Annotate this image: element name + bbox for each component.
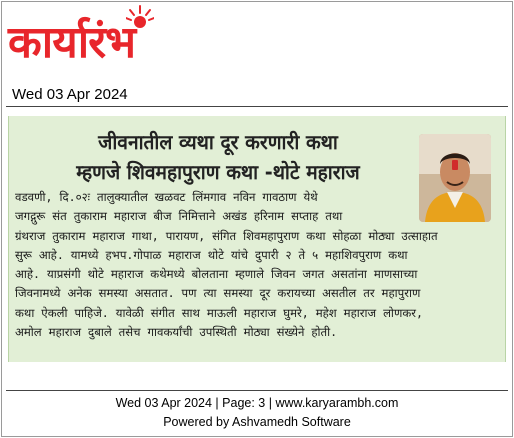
body-line: अमोल महाराज दुबाले तसेच गावकर्यांची उपस्थिती मोठ्या संख्येने होती. <box>15 325 338 340</box>
body-line: ग्रंथराज तुकाराम महाराज गाथा, पारायण, संगित शिवमहापुराण कथा सोहळा मोठ्या उत्साहात <box>15 228 438 243</box>
publication-date: Wed 03 Apr 2024 <box>12 86 128 103</box>
masthead-logo <box>8 4 176 78</box>
footer-credit: Powered by Ashvamedh Software <box>163 415 351 429</box>
body-line: जिवनामध्ये अनेक समस्या असतात. पण त्या समस्या दूर करायच्या असतील तर महापुराण <box>15 286 421 301</box>
logo-text: कार्यारंभ <box>8 17 136 68</box>
footer-info: Wed 03 Apr 2024 | Page: 3 | www.karyarambh.com <box>115 396 399 410</box>
headline-line-1: जीवनातील व्यथा दूर करणारी कथा <box>98 130 338 154</box>
article-body <box>15 188 499 342</box>
divider <box>6 106 508 107</box>
divider <box>6 390 508 391</box>
body-line: आहे. याप्रसंगी थोटे महाराज कथेमध्ये बोलताना म्हणाले जिवन जगत असतांना माणसाच्या <box>15 267 418 282</box>
body-line: जगद्गुरू संत तुकाराम महाराज बीज निमित्ताने अखंड हरिनाम सप्ताह तथा <box>15 209 343 224</box>
headline-line-2: म्हणजे शिवमहापुराण कथा -थोटे महाराज <box>76 160 360 184</box>
body-line: सुरू आहे. यामध्ये हभप.गोपाळ महाराज थोटे यांचे दुपारी २ ते ५ महाशिवपुराण कथा <box>15 247 408 262</box>
article-clip <box>8 116 506 362</box>
body-line: कथा ऐकली पाहिजे. यावेळी संगीत साथ माऊली महाराज घुमरे, महेश महाराज लोणकर, <box>15 305 423 320</box>
body-line: वडवणी, दि.०२ः तालुक्यातील खळवट लिंमगाव नविन गावठाण येथे <box>15 190 318 204</box>
